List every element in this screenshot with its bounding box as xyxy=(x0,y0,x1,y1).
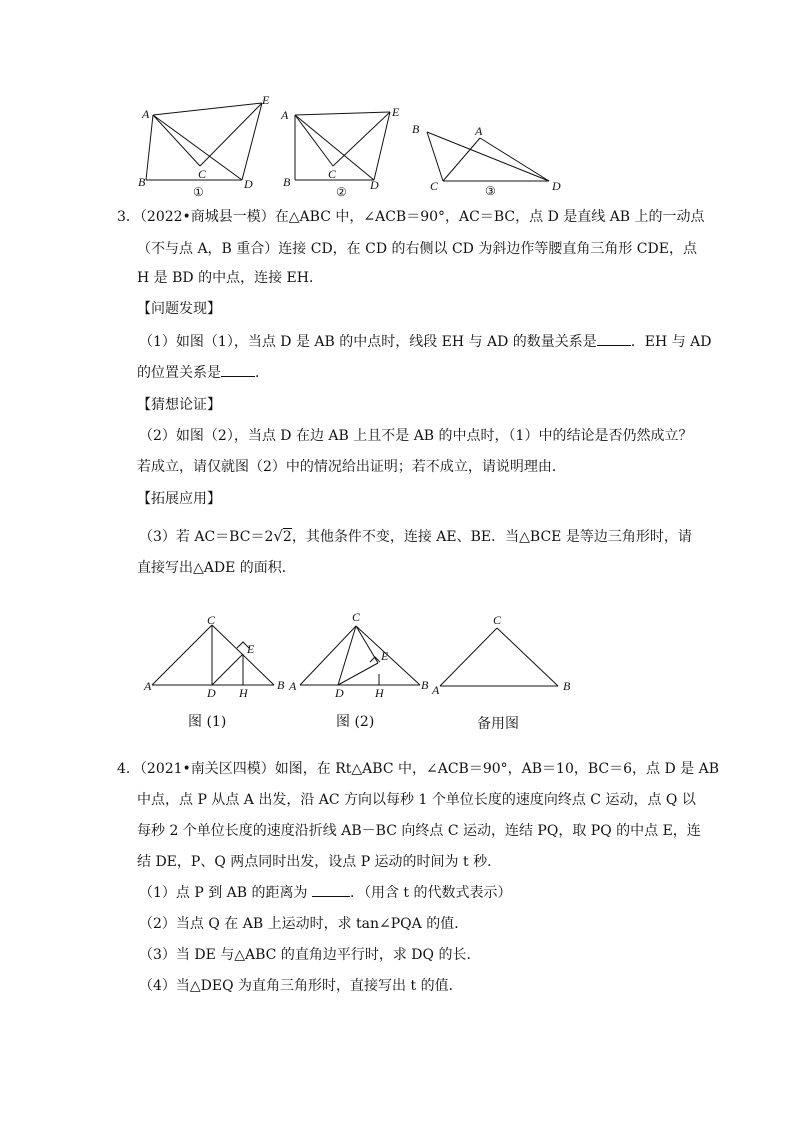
label-E: E xyxy=(381,649,389,663)
q2-line-1: （2）如图（2），当点 D 在边 AB 上且不是 AB 的中点时，（1）中的结论是否仍然成立？ xyxy=(139,428,693,444)
label-B: B xyxy=(138,175,146,189)
q1-line-1 xyxy=(139,333,711,351)
q3-line-1 xyxy=(139,527,692,546)
problem4-q3: （3）当 DE 与△ABC 的直角边平行时，求 DQ 的长． xyxy=(139,947,481,963)
label-A: A xyxy=(475,124,483,138)
q2-line-2: 若成立，请仅就图（2）中的情况给出证明；若不成立，请说明理由． xyxy=(137,459,566,475)
problem3-line-2: （不与点 A，B 重合）连接 CD，在 CD 的右侧以 CD 为斜边作等腰直角三角形 CDE，点 xyxy=(137,241,697,257)
answer-blank[interactable] xyxy=(221,364,255,377)
section-heading-conjecture: 【猜想论证】 xyxy=(137,397,221,413)
figure-problem3-1 xyxy=(140,612,290,700)
q1-text-b: ．EH 与 AD xyxy=(630,334,712,350)
label-E: E xyxy=(392,105,400,119)
problem4-line-1: 4．（2021•南关区四模）如图，在 Rt△ABC 中，∠ACB＝90°，AB＝10，BC＝6，点 D 是 AB xyxy=(117,761,720,777)
problem4-line-3: 每秒 2 个单位长度的速度沿折线 AB－BC 向终点 C 运动，连结 PQ，取 PQ 的中点 E，连 xyxy=(137,823,701,839)
label-D: D xyxy=(335,686,344,700)
label-E: E xyxy=(262,93,270,107)
problem4-q4: （4）当△DEQ 为直角三角形时，直接写出 t 的值． xyxy=(139,978,463,994)
figure-1 xyxy=(130,92,270,202)
section-heading-discovery: 【问题发现】 xyxy=(137,301,221,317)
label-C: C xyxy=(198,167,207,181)
figure-problem3-backup xyxy=(428,610,578,695)
figure-caption: 图 (2) xyxy=(336,714,375,730)
label-B: B xyxy=(283,175,291,189)
label-C: C xyxy=(352,610,361,624)
q3-text-a: （3）若 AC＝BC＝2 xyxy=(139,529,274,545)
label-H: H xyxy=(239,686,248,700)
q3-line-2: 直接写出△ADE 的面积． xyxy=(137,560,296,576)
answer-blank[interactable] xyxy=(312,884,350,897)
q1-text-a: （1）如图（1），当点 D 是 AB 的中点时，线段 EH 与 AD 的数量关系是 xyxy=(139,334,597,350)
label-A: A xyxy=(432,683,440,697)
q1-line-2 xyxy=(137,364,269,382)
answer-blank[interactable] xyxy=(597,333,631,346)
label-E: E xyxy=(247,642,255,656)
q1-text-a: （1）点 P 到 AB 的距离为 xyxy=(139,885,308,901)
sqrt-radicand: 2 xyxy=(282,529,292,545)
label-C: C xyxy=(493,613,502,627)
label-D: D xyxy=(370,178,379,192)
problem4-q1 xyxy=(139,884,512,902)
figure-caption: ① xyxy=(193,185,204,199)
label-D: D xyxy=(244,177,253,191)
label-B: B xyxy=(421,678,429,692)
label-C: C xyxy=(430,179,439,193)
label-A: A xyxy=(281,108,289,122)
label-C: C xyxy=(328,167,337,181)
figure-problem3-2 xyxy=(288,608,438,698)
q3-text-b: ，其他条件不变，连接 AE、BE．当△BCE 是等边三角形时，请 xyxy=(291,529,692,545)
sqrt-symbol: √ xyxy=(273,527,283,545)
problem4-line-2: 中点，点 P 从点 A 出发，沿 AC 方向以每秒 1 个单位长度的速度向终点 C 运动，点 Q 以 xyxy=(137,792,696,808)
figure-caption: 图 (1) xyxy=(188,714,227,730)
label-A: A xyxy=(289,679,297,693)
label-D: D xyxy=(207,686,216,700)
label-B: B xyxy=(563,679,571,693)
figure-caption: ③ xyxy=(485,184,496,198)
figure-3 xyxy=(408,118,568,203)
figure-caption: ② xyxy=(336,185,347,199)
label-A: A xyxy=(142,107,150,121)
problem4-line-4: 结 DE，P、Q 两点同时出发，设点 P 运动的时间为 t 秒． xyxy=(137,854,502,870)
problem4-q2: （2）当点 Q 在 AB 上运动时，求 tan∠PQA 的值． xyxy=(139,916,469,932)
figure-caption: 备用图 xyxy=(477,716,519,732)
problem3-line-3: H 是 BD 的中点，连接 EH． xyxy=(137,270,323,286)
label-B: B xyxy=(412,122,420,136)
label-D: D xyxy=(552,179,561,193)
problem3-line-1: 3．（2022•商城县一模）在△ABC 中，∠ACB＝90°，AC＝BC，点 D 是直线 AB 上的一动点 xyxy=(117,209,705,225)
label-B: B xyxy=(277,678,285,692)
q1-text-c: 的位置关系是 xyxy=(137,365,221,381)
figure-2 xyxy=(278,98,408,203)
section-heading-extension: 【拓展应用】 xyxy=(137,491,221,507)
q1-text-d: ． xyxy=(255,365,269,381)
label-C: C xyxy=(207,613,216,627)
label-A: A xyxy=(144,679,152,693)
q1-text-b: ．（用含 t 的代数式表示） xyxy=(349,885,512,901)
label-H: H xyxy=(375,686,384,700)
